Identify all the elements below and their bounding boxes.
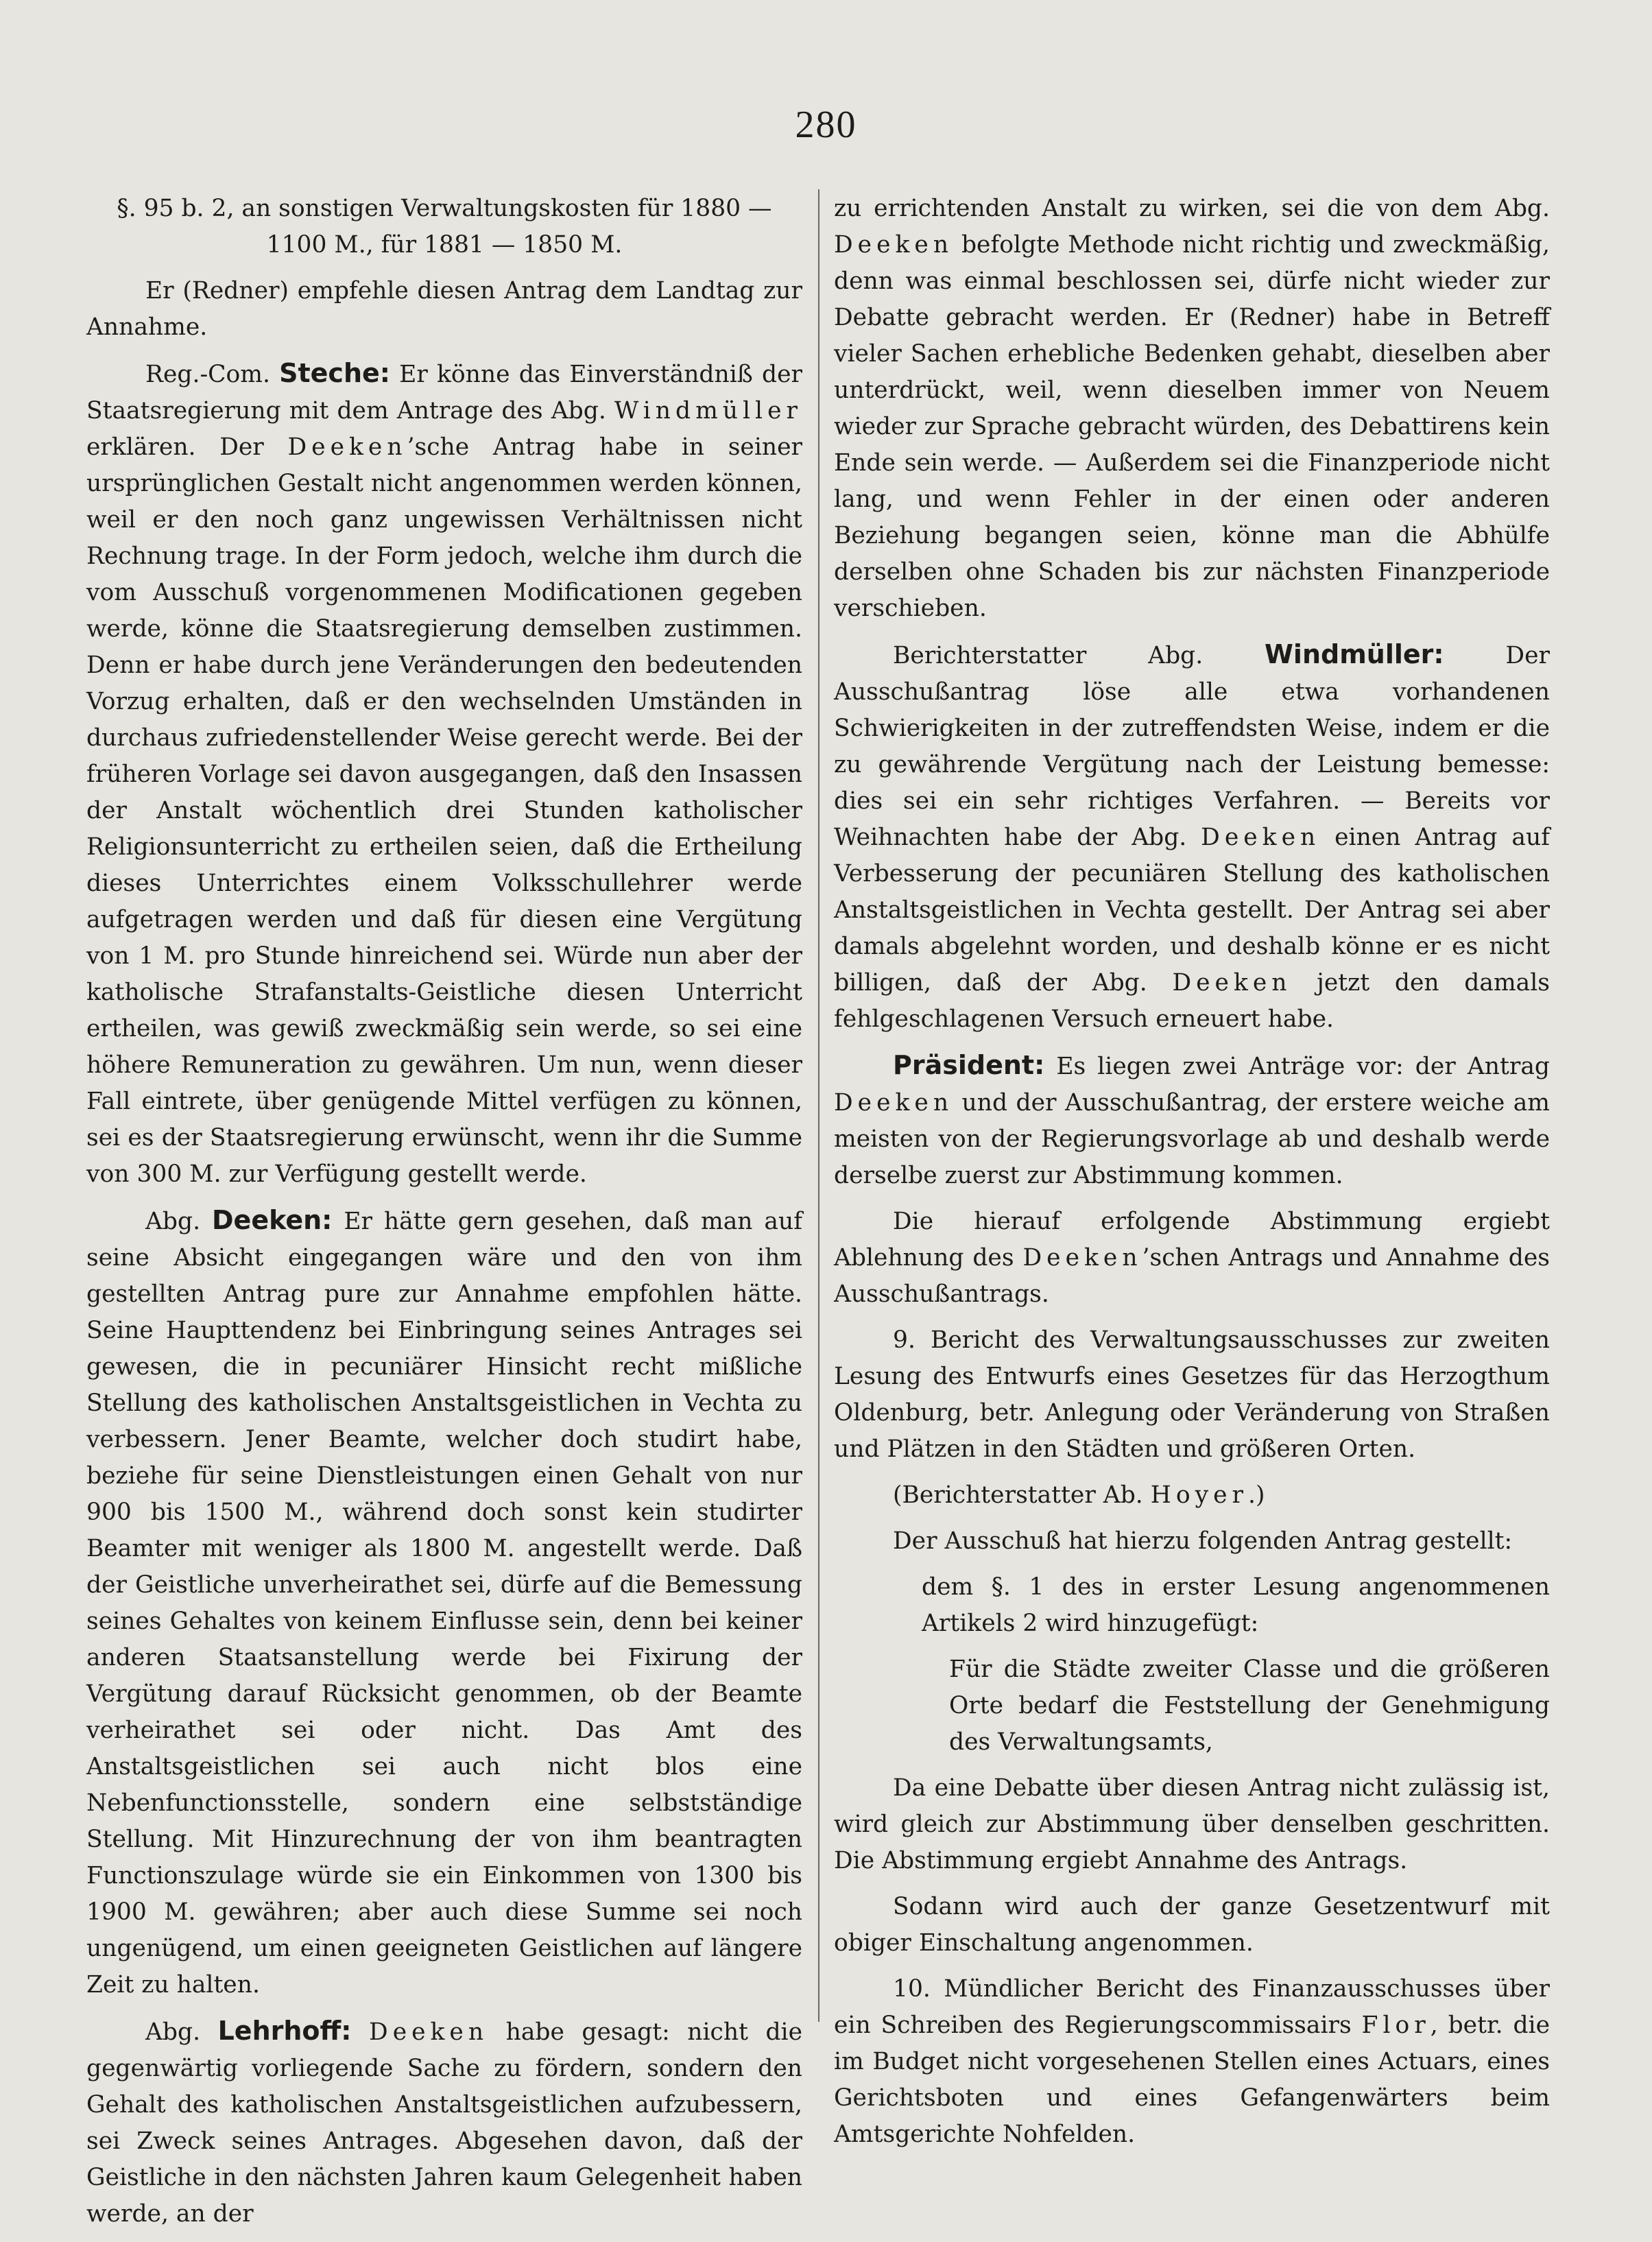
paragraph: Für die Städte zweiter Classe und die größeren Orte bedarf die Feststellung der Genehmigung des Verwaltungsamts,: [949, 1656, 1550, 1756]
paragraph: Da eine Debatte über diesen Antrag nicht zulässig ist, wird gleich zur Abstimmung über denselben geschritten. Die Abstimmung ergiebt Annahme des Antrags.: [834, 1774, 1550, 1874]
paragraph: 9. Bericht des Verwaltungsausschusses zur zweiten Lesung des Entwurfs eines Gesetzes für das Herzogthum Oldenburg, betr. Anlegung oder Veränderung von Straßen und Plätzen in den Städten und größeren Orten.: [834, 1326, 1550, 1463]
column-divider: [818, 189, 819, 2022]
paragraph: §. 95 b. 2, an sonstigen Verwaltungskosten für 1880 — 1100 M., für 1881 — 1850 M.: [117, 195, 772, 259]
right-column: [834, 191, 1550, 2162]
paragraph: Er (Redner) empfehle diesen Antrag dem Landtag zur Annahme.: [86, 277, 802, 341]
paragraph: Die hierauf erfolgende Abstimmung ergiebt Ablehnung des Deeken’schen Antrags und Annahme des Ausschußantrags.: [834, 1208, 1550, 1308]
paragraph: Sodann wird auch der ganze Gesetzentwurf mit obiger Einschaltung angenommen.: [834, 1893, 1550, 1957]
paragraph: Präsident: Es liegen zwei Anträge vor: der Antrag Deeken und der Ausschußantrag, der erstere weiche am meisten von der Regierungsvorlage ab und deshalb werde derselbe zuerst zur Abstimmung kommen.: [834, 1050, 1550, 1189]
left-column: [86, 191, 802, 2242]
paragraph: dem §. 1 des in erster Lesung angenommenen Artikels 2 wird hinzugefügt:: [922, 1573, 1550, 1637]
paragraph: zu errichtenden Anstalt zu wirken, sei die von dem Abg. Deeken befolgte Methode nicht richtig und zweckmäßig, denn was einmal beschlossen sei, dürfe nicht wieder zur Debatte gebracht werden. Er (Redner) habe in Betreff vieler Sachen erhebliche Bedenken gehabt, dieselben aber unterdrückt, weil, wenn dieselben immer von Neuem wieder zur Sprache gebracht würden, des Debattirens kein Ende sein werde. — Außerdem sei die Finanzperiode nicht lang, und wenn Fehler in der einen oder anderen Beziehung begangen seien, könne man die Abhülfe derselben ohne Schaden bis zur nächsten Finanzperiode verschieben.: [834, 195, 1550, 622]
paragraph: Reg.-Com. Steche: Er könne das Einverständniß der Staatsregierung mit dem Antrage des Abg. Windmüller erklären. Der Deeken’sche Antrag habe in seiner ursprünglichen Gestalt nicht angenommen werden können, weil er den noch ganz ungewissen Verhältnissen nicht Rechnung trage. In der Form jedoch, welche ihm durch die vom Ausschuß vorgenommenen Modificationen gegeben werde, könne die Staatsregierung demselben zustimmen. Denn er habe durch jene Veränderungen den bedeutenden Vorzug erhalten, daß er den wechselnden Umständen in durchaus zufriedenstellender Weise gerecht werde. Bei der früheren Vorlage sei davon ausgegangen, daß den Insassen der Anstalt wöchentlich drei Stunden katholischer Religionsunterricht zu ertheilen seien, daß die Ertheilung dieses Unterrichtes einem Volksschullehrer werde aufgetragen werden und daß für diesen eine Vergütung von 1 M. pro Stunde hinreichend sei. Würde nun aber der katholische Strafanstalts-Geistliche diesen Unterricht ertheilen, was gewiß zweckmäßig sein werde, so sei eine höhere Remuneration zu gewähren. Um nun, wenn dieser Fall eintrete, über genügende Mittel verfügen zu können, sei es der Staatsregierung erwünscht, wenn ihr die Summe von 300 M. zur Verfügung gestellt werde.: [86, 358, 803, 1188]
paragraph: 10. Mündlicher Bericht des Finanzausschusses über ein Schreiben des Regierungscommissairs Flor, betr. die im Budget nicht vorgesehenen Stellen eines Actuars, eines Gerichtsboten und eines Gefangenwärters beim Amtsgerichte Nohfelden.: [834, 1975, 1550, 2148]
paragraph: Abg. Lehrhoff: Deeken habe gesagt: nicht die gegenwärtig vorliegende Sache zu fördern, sondern den Gehalt des katholischen Anstaltsgeistlichen aufzubessern, sei Zweck seines Antrages. Abgesehen davon, daß der Geistliche in den nächsten Jahren kaum Gelegenheit haben werde, an der: [86, 2016, 802, 2228]
paragraph: Abg. Deeken: Er hätte gern gesehen, daß man auf seine Absicht eingegangen wäre und den von ihm gestellten Antrag pure zur Annahme empfohlen hätte. Seine Haupttendenz bei Einbringung seines Antrages sei gewesen, die in pecuniärer Hinsicht recht mißliche Stellung des katholischen Anstaltsgeistlichen in Vechta zu verbessern. Jener Beamte, welcher doch studirt habe, beziehe für seine Dienstleistungen einen Gehalt von nur 900 bis 1500 M., während doch sonst kein studirter Beamter mit weniger als 1800 M. angestellt werde. Daß der Geistliche unverheirathet sei, dürfe auf die Bemessung seines Gehaltes von keinem Einflusse sein, denn bei keiner anderen Staatsanstellung werde bei Fixirung der Vergütung darauf Rücksicht genommen, ob der Beamte verheirathet sei oder nicht. Das Amt des Anstaltsgeistlichen sei auch nicht blos eine Nebenfunctionsstelle, sondern eine selbstständige Stellung. Mit Hinzurechnung der von ihm beantragten Functionszulage würde sie ein Einkommen von 1300 bis 1900 M. gewähren; aber auch diese Summe sei noch ungenügend, um einen geeigneten Geistlichen auf längere Zeit zu halten.: [86, 1205, 802, 1999]
page-number: 280: [795, 104, 857, 146]
paragraph: Der Ausschuß hat hierzu folgenden Antrag gestellt:: [893, 1527, 1513, 1555]
paragraph: (Berichterstatter Ab. Hoyer.): [893, 1481, 1265, 1509]
paragraph: Berichterstatter Abg. Windmüller: Der Ausschußantrag löse alle etwa vorhandenen Schwierigkeiten in der zutreffendsten Weise, indem er die zu gewährende Vergütung nach der Leistung bemesse: dies sei ein sehr richtiges Verfahren. — Bereits vor Weihnachten habe der Abg. Deeken einen Antrag auf Verbesserung der pecuniären Stellung des katholischen Anstaltsgeistlichen in Vechta gestellt. Der Antrag sei aber damals abgelehnt worden, und deshalb könne er es nicht billigen, daß der Abg. Deeken jetzt den damals fehlgeschlagenen Versuch erneuert habe.: [834, 639, 1550, 1033]
